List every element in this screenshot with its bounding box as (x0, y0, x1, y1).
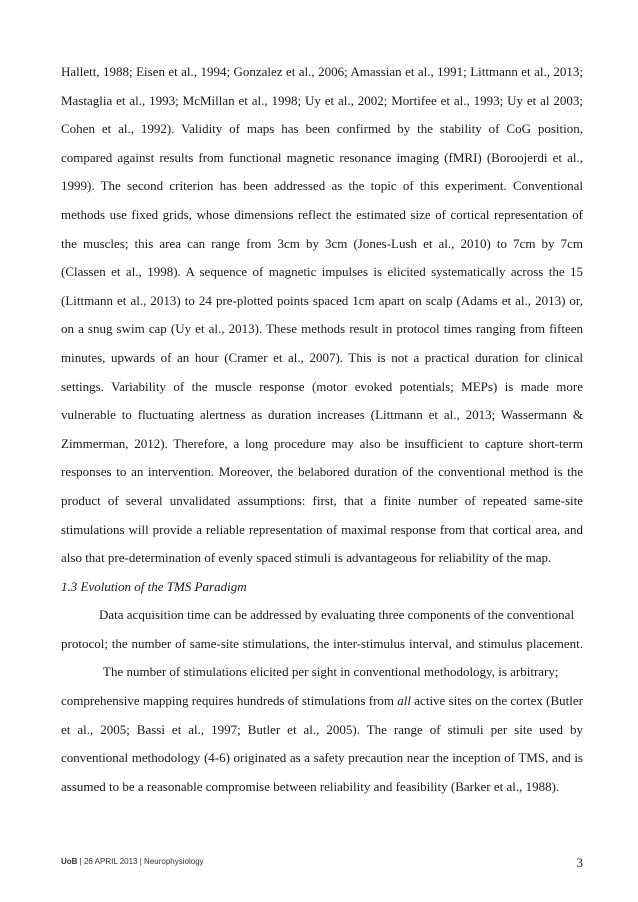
text-line: also that pre-determination of evenly spaced stimuli is advantageous for reliability of the map. (61, 550, 552, 566)
text-segment: comprehensive mapping requires hundreds of stimulations from (61, 693, 398, 709)
text-line (61, 691, 583, 720)
text-line: et al., 2005; Bassi et al., 1997; Butler et al., 2005). The range of stimuli per site used by (61, 721, 583, 737)
text-line: the muscles; this area can range from 3cm by 3cm (Jones-Lush et al., 2010) to 7cm by 7cm (61, 235, 583, 251)
text-line: Zimmerman, 2012). Therefore, a long procedure may also be insufficient to capture short-term (61, 435, 583, 451)
text-line: on a snug swim cap (Uy et al., 2013). These methods result in protocol times ranging from fifteen (61, 321, 583, 337)
text-line: Hallett, 1988; Eisen et al., 1994; Gonzalez et al., 2006; Amassian et al., 1991; Littmann et al., 2013; (61, 64, 583, 79)
page-number: 3 (576, 855, 583, 870)
footer-separator: | (137, 857, 145, 866)
text-line: vulnerable to fluctuating alertness as duration increases (Littmann et al., 2013; Wassermann & (61, 407, 583, 423)
text-line: assumed to be a reasonable compromise between reliability and feasibility (Barker et al., 1988). (61, 778, 560, 794)
footer-dept: Neurophysiology (144, 857, 204, 866)
section-heading: 1.3 Evolution of the TMS Paradigm (61, 578, 247, 594)
page-footer (61, 855, 583, 873)
footer-org: UoB (61, 857, 78, 866)
text-segment: active sites on the cortex (Butler (411, 693, 583, 709)
text-line: stimulations will provide a reliable representation of maximal response from that cortical area, and (61, 521, 583, 537)
text-line: (Classen et al., 1998). A sequence of magnetic impulses is elicited systematically across the 15 (61, 264, 583, 280)
text-line: compared against results from functional magnetic resonance imaging (fMRI) (Boroojerdi et al., (61, 149, 583, 165)
text-line: Mastaglia et al., 1993; McMillan et al., 1998; Uy et al., 2002; Mortifee et al., 1993; Uy et al 2003; (61, 92, 583, 108)
body-text (61, 62, 583, 805)
emphasis-text: all (397, 693, 412, 709)
text-line: (Littmann et al., 2013) to 24 pre-plotted points spaced 1cm apart on scalp (Adams et al., 2013) or, (61, 292, 583, 308)
text-line: The number of stimulations elicited per sight in conventional methodology, is arbitrary; (103, 664, 559, 680)
text-line: 1999). The second criterion has been addressed as the topic of this experiment. Conventional (61, 178, 583, 194)
text-line: minutes, upwards of an hour (Cramer et al., 2007). This is not a practical duration for clinical (61, 349, 583, 365)
text-line: protocol; the number of same-site stimulations, the inter-stimulus interval, and stimulus placement. (61, 635, 583, 651)
text-line: product of several unvalidated assumptions: first, that a finite number of repeated same-site (61, 492, 583, 508)
text-line: settings. Variability of the muscle response (motor evoked potentials; MEPs) is made more (61, 378, 583, 394)
footer-date: 26 APRIL 2013 (83, 857, 138, 866)
text-line: responses to an intervention. Moreover, the belabored duration of the conventional method is the (61, 464, 583, 480)
text-line: Cohen et al., 1992). Validity of maps has been confirmed by the stability of CoG position, (61, 121, 583, 137)
footer-separator: | (77, 857, 84, 866)
text-line: methods use fixed grids, whose dimensions reflect the estimated size of cortical representation of (61, 206, 583, 222)
footer-info (61, 857, 204, 866)
text-line: conventional methodology (4-6) originated as a safety precaution near the inception of TMS, and is (61, 750, 583, 766)
text-line: Data acquisition time can be addressed by evaluating three components of the conventional (99, 607, 575, 623)
